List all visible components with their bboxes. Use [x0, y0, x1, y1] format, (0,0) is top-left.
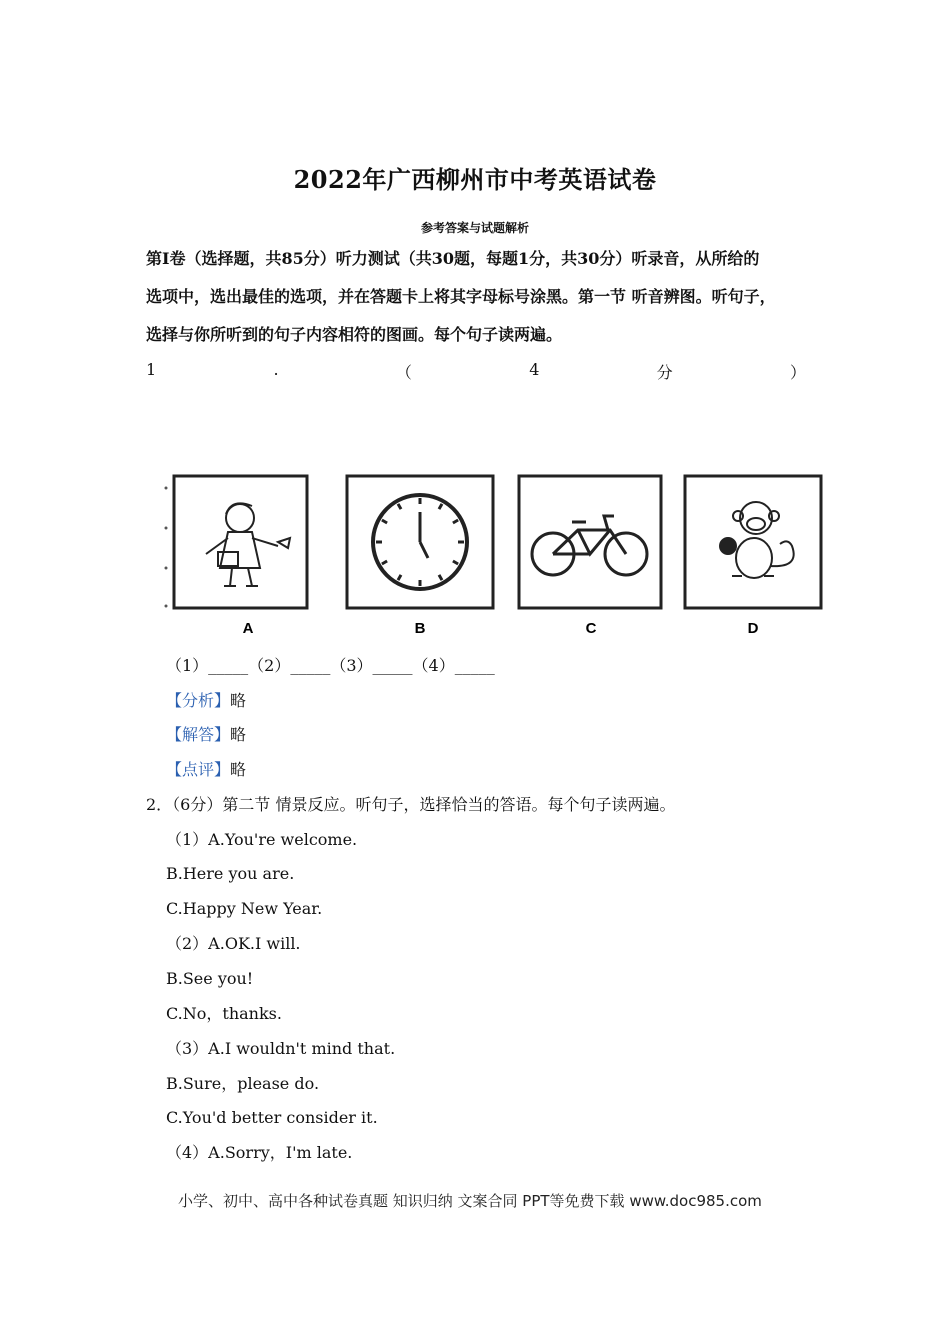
q2-option-line: C.You'd better consider it. — [166, 1108, 378, 1127]
clock-tick — [398, 504, 401, 509]
clock-icon — [347, 476, 493, 608]
intro-line-3: 选择与你所听到的句子内容相符的图画。每个句子读两遍。 — [146, 325, 563, 344]
analysis-row — [166, 690, 246, 712]
answer-row — [166, 724, 246, 746]
option-b-label: B — [414, 620, 426, 637]
q2-option-line: （4）A.Sorry，I'm late. — [166, 1143, 353, 1162]
analysis-text: 略 — [230, 691, 247, 710]
q2-option-line: B.Sure，please do. — [166, 1074, 320, 1093]
q2-option-line: C.Happy New Year. — [166, 899, 323, 918]
question-dot: . — [273, 360, 279, 379]
clock-tick — [398, 575, 401, 580]
q2-option-line: （2）A.OK.I will. — [166, 934, 301, 953]
girl-icon — [174, 476, 307, 608]
q2-option-line: C.No，thanks. — [166, 1004, 282, 1023]
clock-tick — [382, 520, 387, 523]
bicycle-icon — [519, 476, 661, 608]
question-2-header: 2．（6分）第二节 情景反应。听句子，选择恰当的答语。每个句子读两遍。 — [146, 795, 676, 814]
intro-line-2: 选项中，选出最佳的选项，并在答题卡上将其字母标号涂黑。第一节 听音辨图。听句子， — [146, 287, 776, 306]
option-c-label: C — [585, 620, 597, 637]
score-unit: 分 — [656, 363, 673, 382]
q2-option-line: B.Here you are. — [166, 864, 295, 883]
page-subtitle: 参考答案与试题解析 — [420, 221, 529, 235]
analysis-tag: 【分析】 — [166, 691, 231, 710]
question-score: 4 — [529, 360, 540, 379]
intro-line-1: 第Ⅰ卷（选择题，共85分）听力测试（共30题，每题1分，共30分）听录音，从所给的 — [146, 249, 760, 268]
clock-tick — [382, 561, 387, 564]
page-title: 2022年广西柳州市中考英语试卷 — [293, 165, 657, 194]
question-1-header — [146, 360, 806, 383]
page-footer: 小学、初中、高中各种试卷真题 知识归纳 文案合同 PPT等免费下载 www.doc985.com — [178, 1192, 762, 1210]
score-open-paren: （ — [395, 363, 412, 382]
monkey-icon — [685, 476, 821, 608]
clock-tick — [439, 504, 442, 509]
answer-text: 略 — [230, 725, 247, 744]
clock-tick — [439, 575, 442, 580]
q2-option-line: （1）A.You're welcome. — [166, 830, 358, 849]
q2-option-line: （3）A.I wouldn't mind that. — [166, 1039, 396, 1058]
option-a-label: A — [242, 620, 254, 637]
comment-tag: 【点评】 — [166, 760, 231, 779]
comment-text: 略 — [230, 760, 247, 779]
picture-options — [160, 468, 830, 648]
answer-tag: 【解答】 — [166, 725, 231, 744]
question-number: 1 — [146, 360, 157, 379]
score-close-paren: ） — [789, 363, 806, 382]
option-d-label: D — [747, 620, 759, 637]
clock-tick — [453, 561, 458, 564]
question-1-answer-blanks: （1）_____（2）_____（3）_____（4）_____ — [166, 656, 495, 675]
comment-row — [166, 759, 246, 781]
clock-tick — [453, 520, 458, 523]
q2-option-line: B.See you! — [166, 969, 254, 988]
